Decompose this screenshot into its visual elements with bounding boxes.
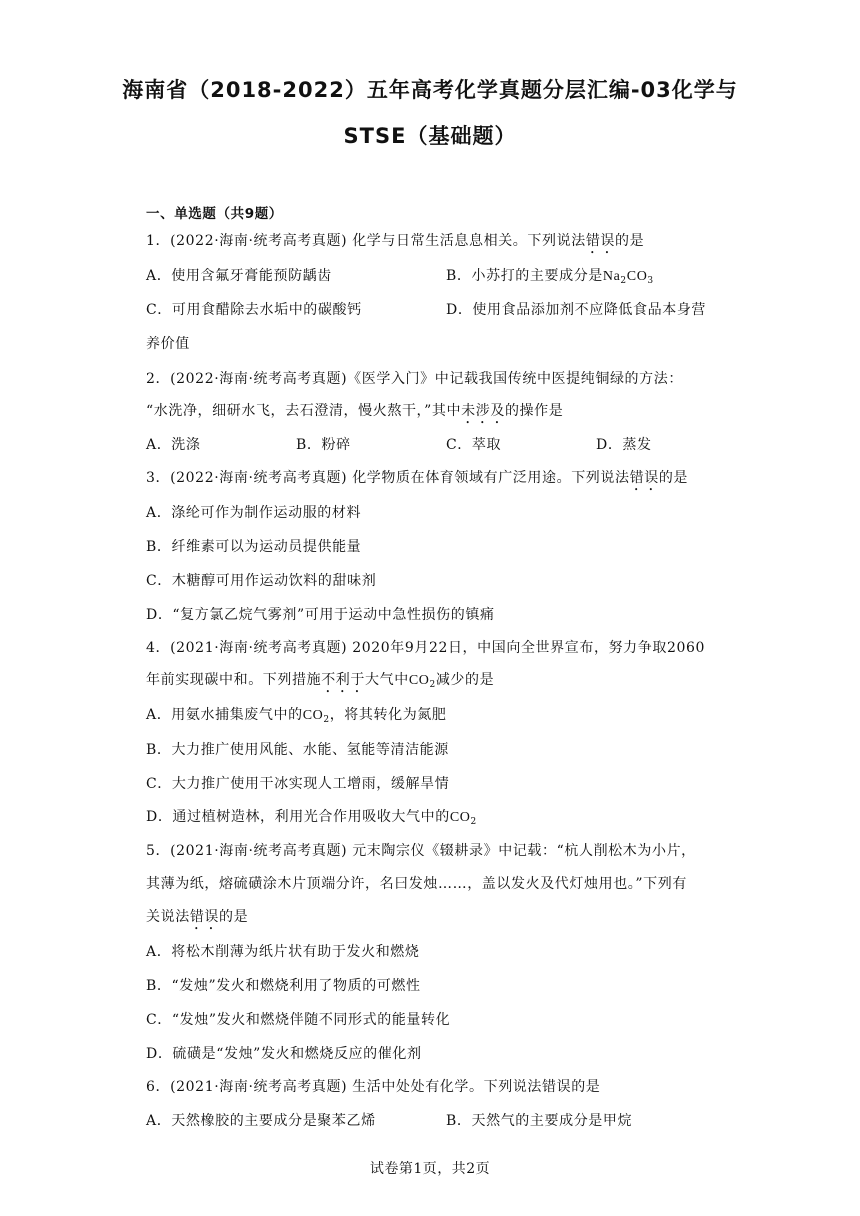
question-1-option-d: D．使用食品添加剂不应降低食品本身营 [446, 302, 707, 318]
question-4-option-a: A．用氨水捕集废气中的$CO_2$，将其转化为氮肥 [146, 707, 447, 725]
question-2-option-c: C．萃取 [446, 437, 502, 453]
question-4-stem-1: 4．(2021·海南·统考高考真题) 2020年9月22日，中国向全世界宣布，努力争取2060 [146, 640, 705, 656]
question-5-stem-2: 其薄为纸，熔硫磺涂木片顶端分许，名曰发烛……，盖以发火及代灯烛用也。”下列有 [146, 876, 687, 892]
question-3-option-c: C．木糖醇可用作运动饮料的甜味剂 [146, 573, 377, 589]
question-3-option-b: B．纤维素可以为运动员提供能量 [146, 539, 362, 555]
question-3-option-d: D．“复方氯乙烷气雾剂”可用于运动中急性损伤的镇痛 [146, 607, 495, 623]
page-footer: 试卷第1页，共2页 [369, 1161, 491, 1177]
question-2-stem-1: 2．(2022·海南·统考高考真题)《医学入门》中记载我国传统中医提纯铜绿的方法： [146, 371, 683, 387]
question-2-option-b: B．粉碎 [296, 437, 351, 453]
question-4-option-b: B．大力推广使用风能、水能、氢能等清洁能源 [146, 742, 449, 758]
question-2-option-a: A．洗涤 [146, 437, 201, 453]
question-6-option-a: A．天然橡胶的主要成分是聚苯乙烯 [146, 1113, 376, 1129]
page-title-line2: STSE（基础题） [343, 124, 517, 148]
emphasis-mark: 错误 [585, 233, 616, 249]
question-5-option-a: A．将松木削薄为纸片状有助于发火和燃烧 [146, 944, 420, 960]
question-5-option-c: C．“发烛”发火和燃烧伴随不同形式的能量转化 [146, 1012, 451, 1028]
question-5-option-d: D．硫磺是“发烛”发火和燃烧反应的催化剂 [146, 1046, 422, 1062]
question-5-stem-3: 关说法错误的是 [146, 909, 249, 925]
question-1-option-d-cont: 养价值 [146, 336, 190, 352]
question-3-stem: 3．(2022·海南·统考高考真题) 化学物质在体育领域有广泛用途。下列说法错误的是 [146, 470, 689, 486]
question-2-stem-2: “水洗净，细研水飞，去石澄清，慢火熬干，”其中未涉及的操作是 [146, 403, 564, 419]
question-5-option-b: B．“发烛”发火和燃烧利用了物质的可燃性 [146, 978, 421, 994]
question-4-stem-2: 年前实现碳中和。下列措施不利于大气中$CO_2$减少的是 [146, 672, 495, 690]
emphasis-mark: 不利于 [321, 672, 366, 688]
question-6-option-b: B．天然气的主要成分是甲烷 [446, 1113, 633, 1129]
question-6-stem: 6．(2021·海南·统考高考真题) 生活中处处有化学。下列说法错误的是 [146, 1079, 601, 1095]
section-heading: 一、单选题（共9题） [146, 206, 283, 222]
question-1-option-c: C．可用食醋除去水垢中的碳酸钙 [146, 302, 362, 318]
question-4-option-c: C．大力推广使用干冰实现人工增雨，缓解旱情 [146, 776, 450, 792]
page-title-line1: 海南省（2018-2022）五年高考化学真题分层汇编-03化学与 [122, 78, 738, 102]
question-1-option-b: B．小苏打的主要成分是$Na_2CO_3$ [446, 268, 654, 286]
emphasis-mark: 错误 [189, 909, 220, 925]
emphasis-mark: 错误 [629, 470, 659, 486]
question-3-option-a: A．涤纶可作为制作运动服的材料 [146, 505, 362, 521]
question-2-option-d: D．蒸发 [596, 437, 652, 453]
question-4-option-d: D．通过植树造林，利用光合作用吸收大气中的$CO_2$ [146, 809, 477, 827]
question-1-stem: 1．(2022·海南·统考高考真题) 化学与日常生活息息相关。下列说法错误的是 [146, 233, 645, 249]
question-1-option-a: A．使用含氟牙膏能预防龋齿 [146, 268, 332, 284]
emphasis-mark: 未涉及 [461, 403, 505, 419]
question-5-stem-1: 5．(2021·海南·统考高考真题) 元末陶宗仪《辍耕录》中记载：“杭人削松木为小片， [146, 843, 696, 859]
